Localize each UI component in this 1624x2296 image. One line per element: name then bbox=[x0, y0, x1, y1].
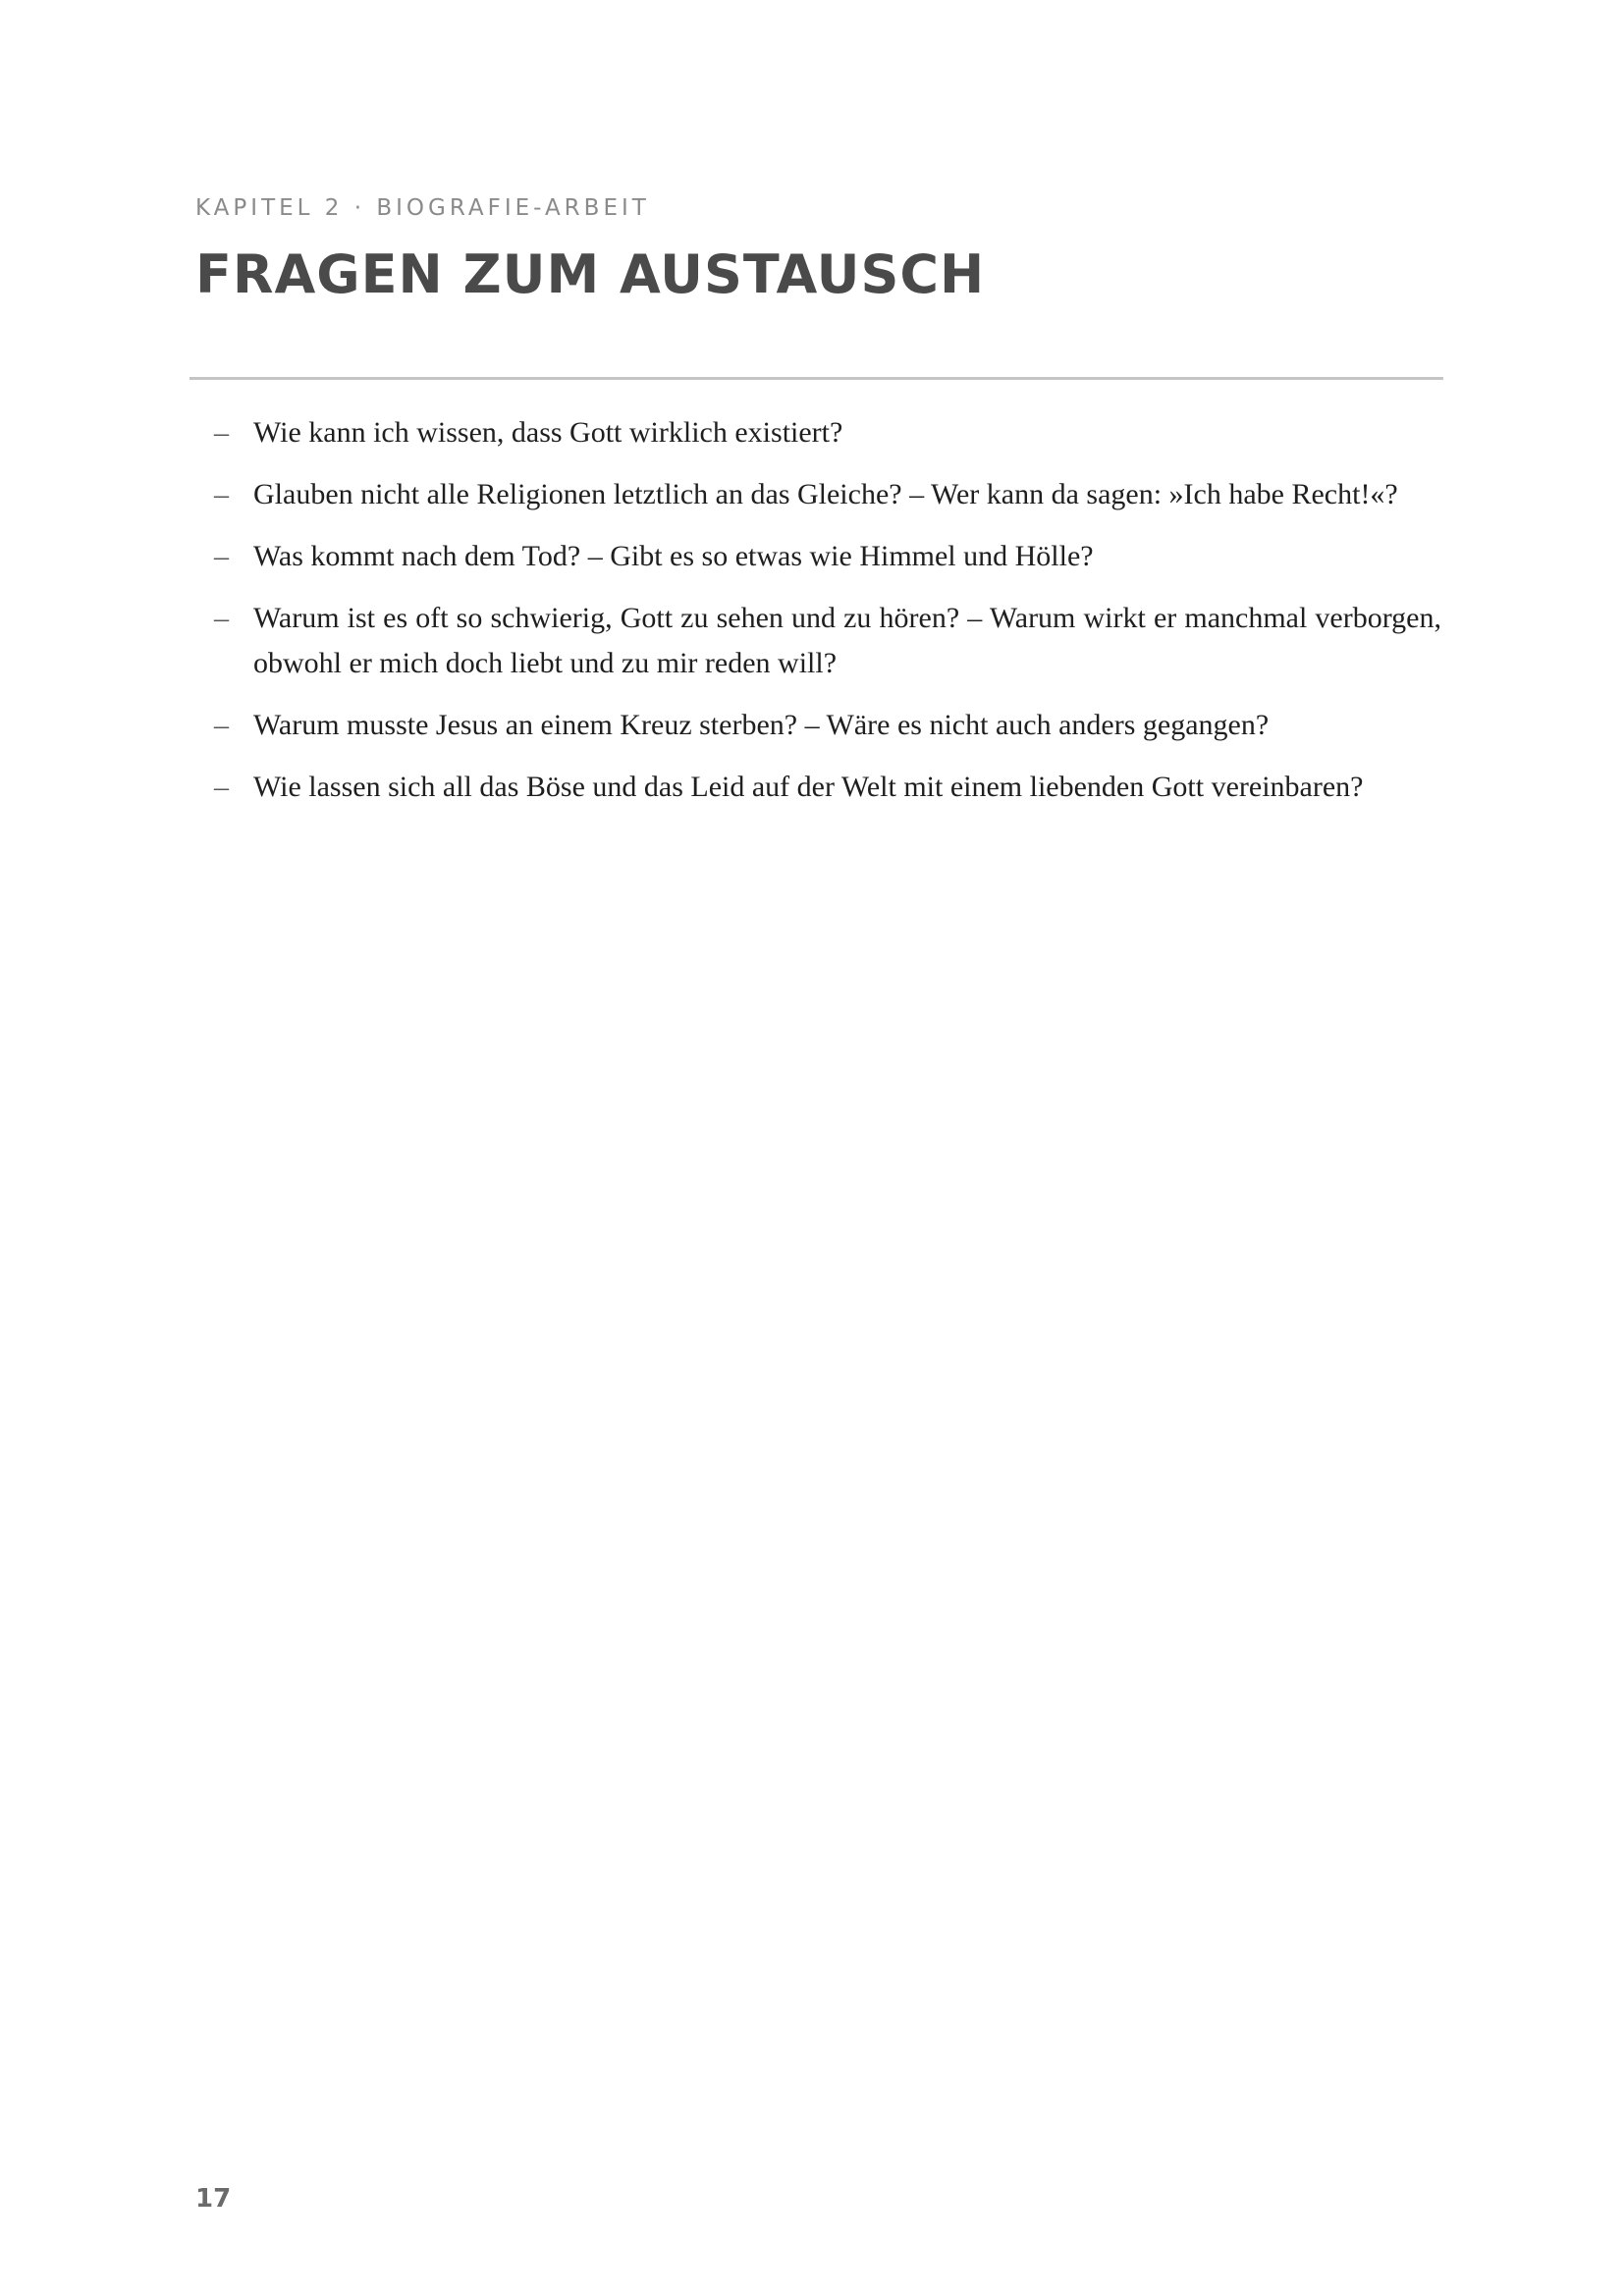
list-item bbox=[214, 703, 1441, 748]
title-divider bbox=[189, 377, 1443, 380]
list-item bbox=[214, 596, 1441, 686]
question-text: Was kommt nach dem Tod? – Gibt es so etwas wie Himmel und Hölle? bbox=[253, 540, 1094, 572]
question-text: Wie kann ich wissen, dass Gott wirklich existiert? bbox=[253, 416, 843, 449]
list-item bbox=[214, 472, 1441, 517]
page-number: 17 bbox=[195, 2184, 232, 2214]
chapter-kicker: KAPITEL 2 · BIOGRAFIE-ARBEIT bbox=[195, 195, 650, 221]
question-text: Wie lassen sich all das Böse und das Leid auf der Welt mit einem liebenden Gott vereinbaren? bbox=[253, 771, 1364, 803]
list-item bbox=[214, 534, 1441, 579]
dash-bullet: – bbox=[214, 478, 229, 510]
list-item bbox=[214, 410, 1441, 455]
dash-bullet: – bbox=[214, 602, 229, 634]
dash-bullet: – bbox=[214, 709, 229, 741]
question-text: Warum ist es oft so schwierig, Gott zu sehen und zu hören? – Warum wirkt er manchmal verborgen, obwohl er mich doch liebt und zu mir reden will? bbox=[253, 602, 1441, 679]
question-text: Warum musste Jesus an einem Kreuz sterben? – Wäre es nicht auch anders gegangen? bbox=[253, 709, 1270, 741]
dash-bullet: – bbox=[214, 540, 229, 572]
dash-bullet: – bbox=[214, 416, 229, 449]
question-list bbox=[214, 410, 1441, 827]
dash-bullet: – bbox=[214, 771, 229, 803]
question-text: Glauben nicht alle Religionen letztlich an das Gleiche? – Wer kann da sagen: »Ich habe Recht!«? bbox=[253, 478, 1398, 510]
page-title: FRAGEN ZUM AUSTAUSCH bbox=[195, 243, 986, 305]
list-item bbox=[214, 765, 1441, 810]
